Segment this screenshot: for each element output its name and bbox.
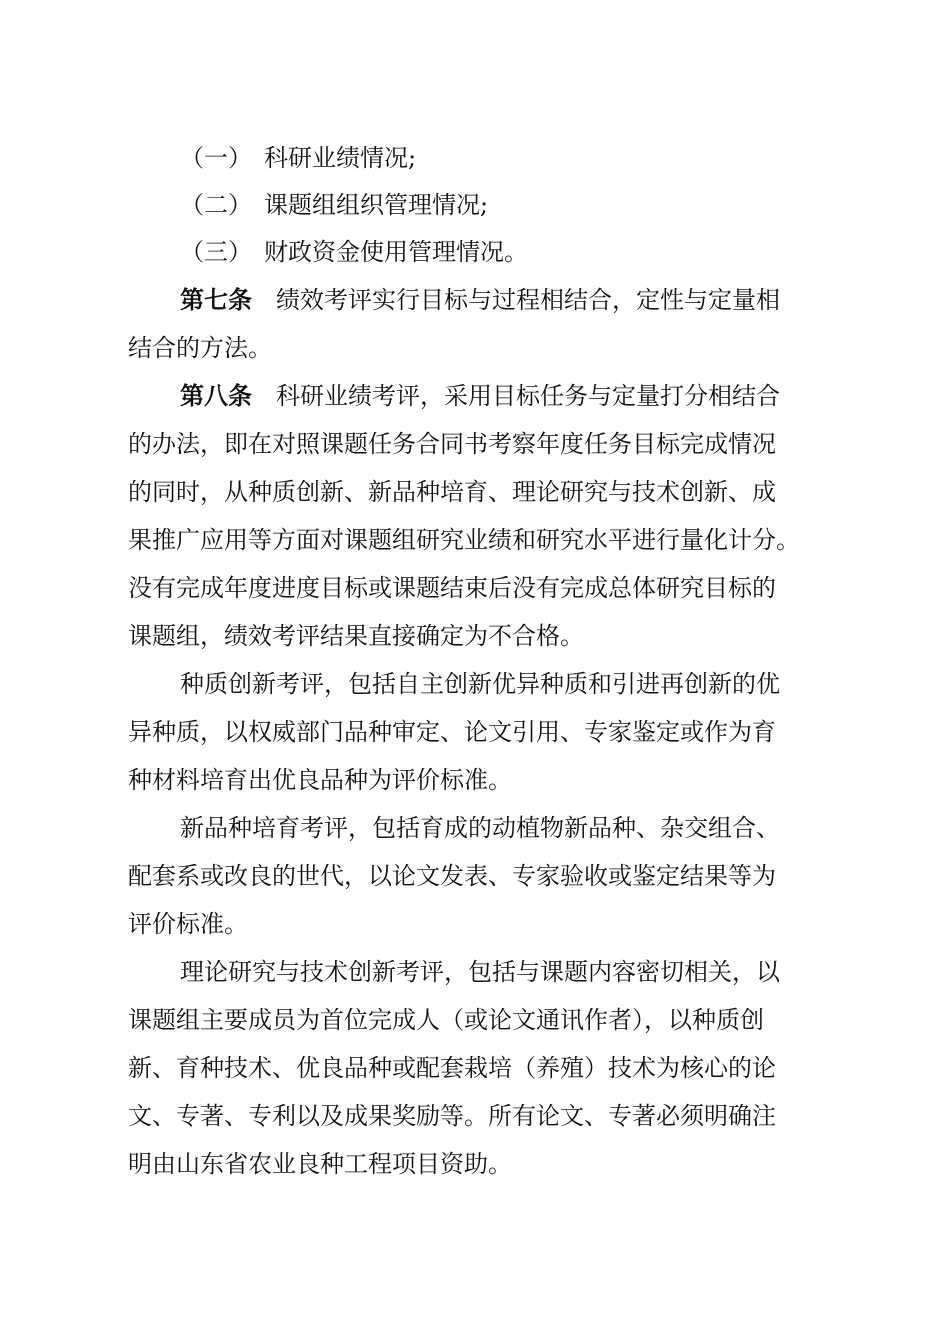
theory-paragraph-line: 课题组主要成员为首位完成人（或论文通讯作者），以种质创: [128, 1006, 764, 1034]
item-number: （一）: [180, 144, 252, 172]
article-7-text: 绩效考评实行目标与过程相结合，定性与定量相: [276, 286, 780, 314]
list-item: [0, 138, 950, 178]
article-7-heading: 第七条: [180, 286, 252, 314]
article-8-heading: 第八条: [180, 382, 252, 410]
item-text: 科研业绩情况;: [264, 144, 417, 172]
article-7-line: [0, 280, 950, 320]
article-8-line: 课题组，绩效考评结果直接确定为不合格。: [128, 622, 584, 650]
theory-paragraph-line: 明由山东省农业良种工程项目资助。: [128, 1150, 512, 1178]
article-8-line: 的办法，即在对照课题任务合同书考察年度任务目标完成情况: [128, 430, 776, 458]
list-item: [0, 232, 950, 272]
germplasm-paragraph-line: 种质创新考评，包括自主创新优异种质和引进再创新的优: [180, 670, 780, 698]
breeding-paragraph-line: 配套系或改良的世代，以论文发表、专家验收或鉴定结果等为: [128, 862, 776, 890]
item-number: （三）: [180, 238, 252, 266]
article-8-line: 没有完成年度进度目标或课题结束后没有完成总体研究目标的: [128, 574, 776, 602]
theory-paragraph-line: 文、专著、专利以及成果奖励等。所有论文、专著必须明确注: [128, 1102, 776, 1130]
item-text: 财政资金使用管理情况。: [264, 238, 528, 266]
article-8-text: 科研业绩考评，采用目标任务与定量打分相结合: [276, 382, 780, 410]
germplasm-paragraph-line: 种材料培育出优良品种为评价标准。: [128, 766, 512, 794]
item-number: （二）: [180, 191, 252, 219]
list-item: [0, 185, 950, 225]
theory-paragraph-line: 理论研究与技术创新考评，包括与课题内容密切相关，以: [180, 958, 780, 986]
breeding-paragraph-line: 新品种培育考评，包括育成的动植物新品种、杂交组合、: [180, 814, 780, 842]
article-8-line: [0, 376, 950, 416]
item-text: 课题组组织管理情况;: [264, 191, 489, 219]
germplasm-paragraph-line: 异种质，以权威部门品种审定、论文引用、专家鉴定或作为育: [128, 718, 776, 746]
breeding-paragraph-line: 评价标准。: [128, 910, 248, 938]
article-8-line: 果推广应用等方面对课题组研究业绩和研究水平进行量化计分。: [128, 526, 800, 554]
article-7-line: 结合的方法。: [128, 334, 272, 362]
theory-paragraph-line: 新、育种技术、优良品种或配套栽培（养殖）技术为核心的论: [128, 1054, 776, 1082]
article-8-line: 的同时，从种质创新、新品种培育、理论研究与技术创新、成: [128, 478, 776, 506]
